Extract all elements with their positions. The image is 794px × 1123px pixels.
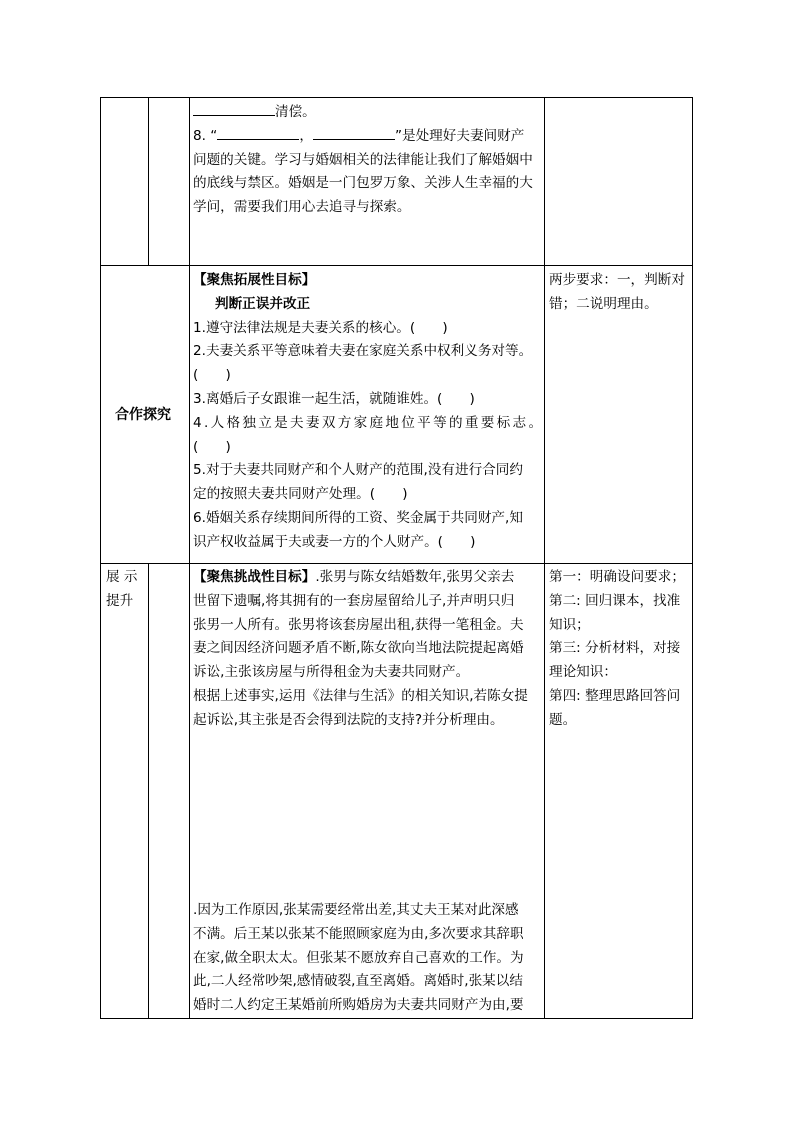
label-line: 提升: [106, 592, 134, 609]
section-heading: 【聚焦挑战性目标】: [193, 569, 316, 585]
fill-line: 8. “ ， ”是处理好夫妻间财产: [193, 125, 533, 149]
note-line: 第三: 分析材料，对接: [549, 640, 681, 657]
note-line: 理论知识：: [549, 664, 617, 681]
question-line: 识产权收益属于夫或妻一方的个人财产。( ): [193, 533, 476, 550]
note-line: 第四: 整理思路回答问: [549, 687, 681, 704]
text-line: .张男与陈女结婚数年,张男父亲去: [315, 569, 515, 585]
text-line: 诉讼,主张该房屋与所得租金为夫妻共同财产。: [193, 664, 470, 681]
table-border-left: [100, 97, 101, 1019]
question-line: ( ): [193, 438, 231, 455]
question-line: 4.人格独立是夫妻双方家庭地位平等的重要标志。: [193, 414, 545, 431]
section-label-cooperation: 合作探究: [115, 407, 171, 423]
label-line: 展 示: [106, 569, 138, 585]
text-line: 妻之间因经济问题矛盾不断,陈女欲向当地法院提起离婚: [193, 640, 524, 657]
text-line: 学问，需要我们用心去追寻与探索。: [193, 199, 411, 216]
note-line: 错；二说明理由。: [549, 295, 658, 312]
text-line: 根据上述事实,运用《法律与生活》的相关知识,若陈女提: [193, 687, 528, 704]
question-line: 2.夫妻关系平等意味着夫妻在家庭关系中权利义务对等。: [193, 343, 533, 360]
question-line: 5.对于夫妻共同财产和个人财产的范围,没有进行合同约: [193, 462, 523, 479]
text-line: 不满。后王某以张某不能照顾家庭为由,多次要求其辞职: [193, 925, 524, 942]
question-line: ( ): [193, 367, 231, 384]
row3-content: [193, 566, 528, 733]
note-line: 知识；: [549, 616, 590, 633]
note-line: 第二: 回归课本，找准: [549, 592, 681, 609]
text-line: 世留下遗嘱,将其拥有的一套房屋留给儿子,并声明只归: [193, 592, 515, 609]
text-line: 的底线与禁区。婚姻是一门包罗万象、关涉人生幸福的大: [193, 175, 533, 192]
section-heading: 【聚焦拓展性目标】: [193, 272, 316, 288]
blank-field[interactable]: [193, 101, 275, 116]
col-divider: [544, 97, 545, 1019]
col-divider: [148, 563, 149, 1019]
text-line: 在家,做全职太太。但张某不愿放弃自己喜欢的工作。为: [193, 949, 524, 966]
text-line: 起诉讼,其主张是否会得到法院的支持?并分析理由。: [193, 711, 504, 728]
note-line: 题。: [549, 711, 577, 728]
col-divider: [148, 97, 149, 265]
text-line: 张男一人所有。张男将该套房屋出租,获得一笔租金。夫: [193, 616, 524, 633]
fill-line: 清偿。: [193, 101, 533, 125]
section-subheading: 判断正误并改正: [215, 295, 311, 312]
row1-content: [193, 101, 533, 220]
question-line: 定的按照夫妻共同财产处理。( ): [193, 486, 408, 503]
row2-note: [549, 269, 685, 317]
table-border-right: [692, 97, 693, 1019]
text-line: .因为工作原因,张某需要经常出差,其丈夫王某对此深感: [193, 902, 519, 918]
row3-note: [549, 566, 685, 733]
question-line: 6.婚姻关系存续期间所得的工资、奖金属于共同财产,知: [193, 509, 523, 526]
note-line: 两步要求：一，判断对: [549, 272, 685, 288]
row2-content: [193, 269, 544, 555]
col-divider: [189, 97, 190, 1019]
question-line: 1.遵守法律法规是夫妻关系的核心。( ): [193, 319, 448, 336]
blank-field[interactable]: [217, 125, 299, 140]
note-line: 第一：明确设问要求；: [549, 569, 685, 585]
text-line: 婚时二人约定王某婚前所购婚房为夫妻共同财产为由,要: [193, 997, 524, 1014]
blank-field[interactable]: [313, 125, 395, 140]
section-label-presentation: [106, 566, 138, 614]
row3-case2: [193, 899, 524, 1018]
question-line: 3.离婚后子女跟谁一起生活，就随谁姓。( ): [193, 390, 475, 407]
text-line: 问题的关键。学习与婚姻相关的法律能让我们了解婚姻中: [193, 151, 533, 168]
text-line: 此,二人经常吵架,感情破裂,直至离婚。离婚时,张某以结: [193, 973, 523, 990]
